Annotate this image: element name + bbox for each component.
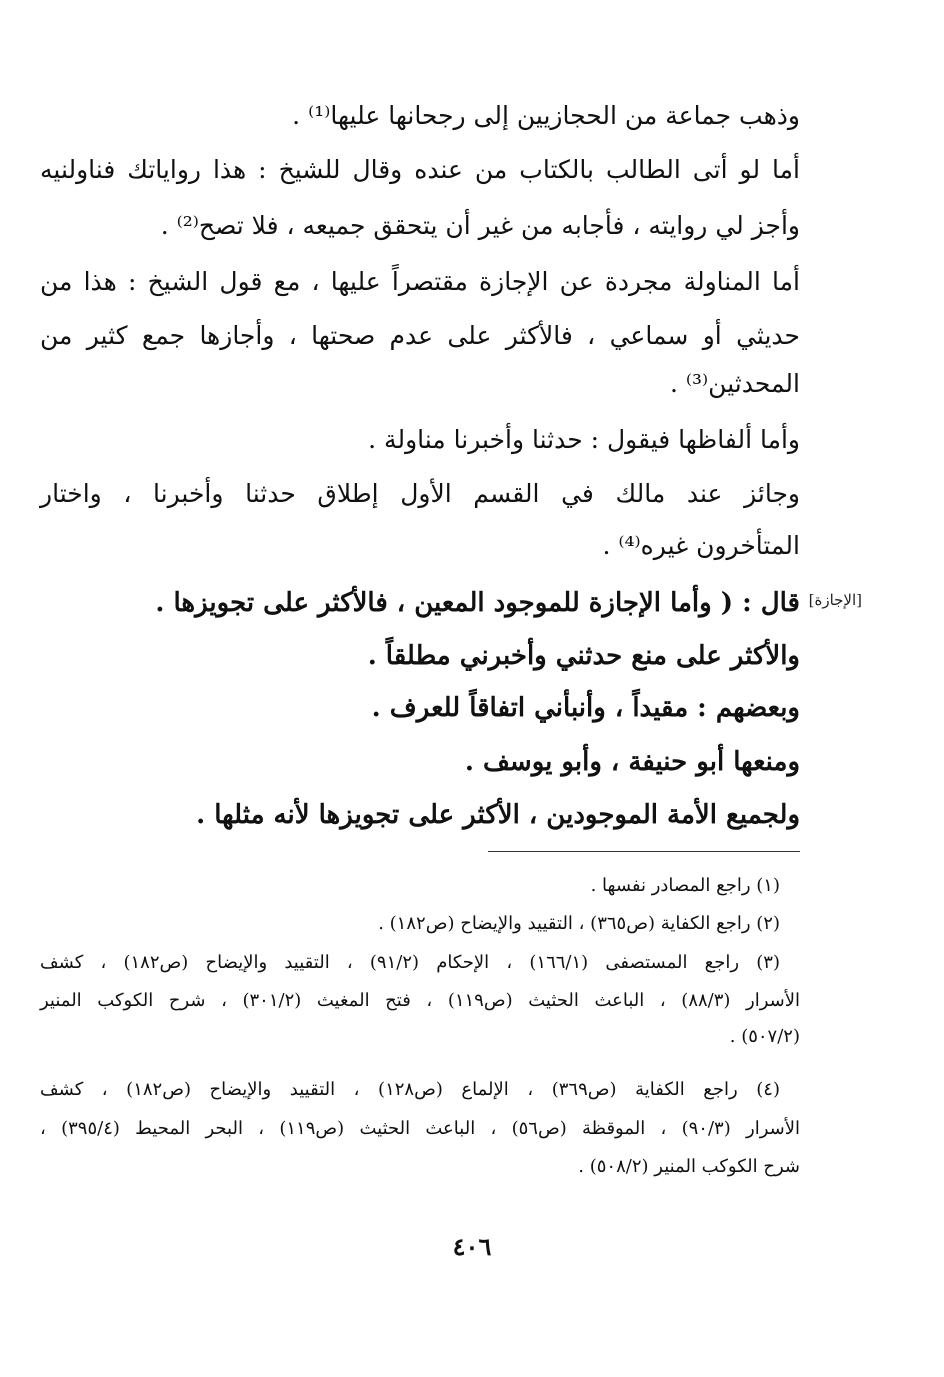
body-line: وأجز لي روايته ، فأجابه من غير أن يتحقق جميعه ، فلا تصح⁽²⁾ . <box>160 211 800 240</box>
page-number: ٤٠٦ <box>452 1232 492 1261</box>
matn-line: ومنعها أبو حنيفة ، وأبو يوسف . <box>464 747 800 777</box>
footnote-line: (١) راجع المصادر نفسها . <box>590 875 780 896</box>
footnote-line: (٣) راجع المستصفى (١٦٦/١) ، الإحكام (٩١/٢) ، التقييد والإيضاح (ص١٨٢) ، كشف <box>40 952 780 973</box>
footnote-line: (٥٠٧/٢) . <box>729 1026 800 1047</box>
body-line: أما المناولة مجردة عن الإجازة مقتصراً عليها ، مع قول الشيخ : هذا من <box>40 267 800 296</box>
matn-line: والأكثر على منع حدثني وأخبرني مطلقاً . <box>367 641 800 671</box>
footnotes <box>40 0 800 1377</box>
margin-note: [الإجازة] <box>808 591 862 609</box>
footnote-line: شرح الكوكب المنير (٥٠٨/٢) . <box>578 1156 800 1177</box>
body-line: أما لو أتى الطالب بالكتاب من عنده وقال للشيخ : هذا رواياتك فناولنيه <box>40 155 800 184</box>
body-line: حديثي أو سماعي ، فالأكثر على عدم صحتها ، وأجازها جمع كثير من <box>40 321 800 350</box>
body-line: المحدثين⁽³⁾ . <box>669 369 800 398</box>
matn-line: قال : ( وأما الإجازة للموجود المعين ، فالأكثر على تجويزها . <box>155 588 800 618</box>
footnote-line: (٢) راجع الكفاية (ص٣٦٥) ، التقييد والإيضاح (ص١٨٢) . <box>378 913 780 934</box>
footnote-line: الأسرار (٩٠/٣) ، الموقظة (ص٥٦) ، الباعث الحثيث (ص١١٩) ، البحر المحيط (٣٩٥/٤) ، <box>40 1118 800 1139</box>
body-line: وأما ألفاظها فيقول : حدثنا وأخبرنا مناولة . <box>368 425 800 454</box>
matn-line: وبعضهم : مقيداً ، وأنبأني اتفاقاً للعرف . <box>371 693 800 723</box>
matn-line: ولجميع الأمة الموجودين ، الأكثر على تجويزها لأنه مثلها . <box>196 800 800 830</box>
body-line: المتأخرون غيره⁽⁴⁾ . <box>602 531 800 560</box>
footnote-line: (٤) راجع الكفاية (ص٣٦٩) ، الإلماع (ص١٢٨) ، التقييد والإيضاح (ص١٨٢) ، كشف <box>40 1079 780 1100</box>
footnote-line: الأسرار (٨٨/٣) ، الباعث الحثيث (ص١١٩) ، فتح المغيث (٣٠١/٢) ، شرح الكوكب المنير <box>40 990 800 1011</box>
body-line: وذهب جماعة من الحجازيين إلى رجحانها عليها⁽¹⁾ . <box>292 101 800 130</box>
body-line: وجائز عند مالك في القسم الأول إطلاق حدثنا وأخبرنا ، واختار <box>40 479 800 508</box>
